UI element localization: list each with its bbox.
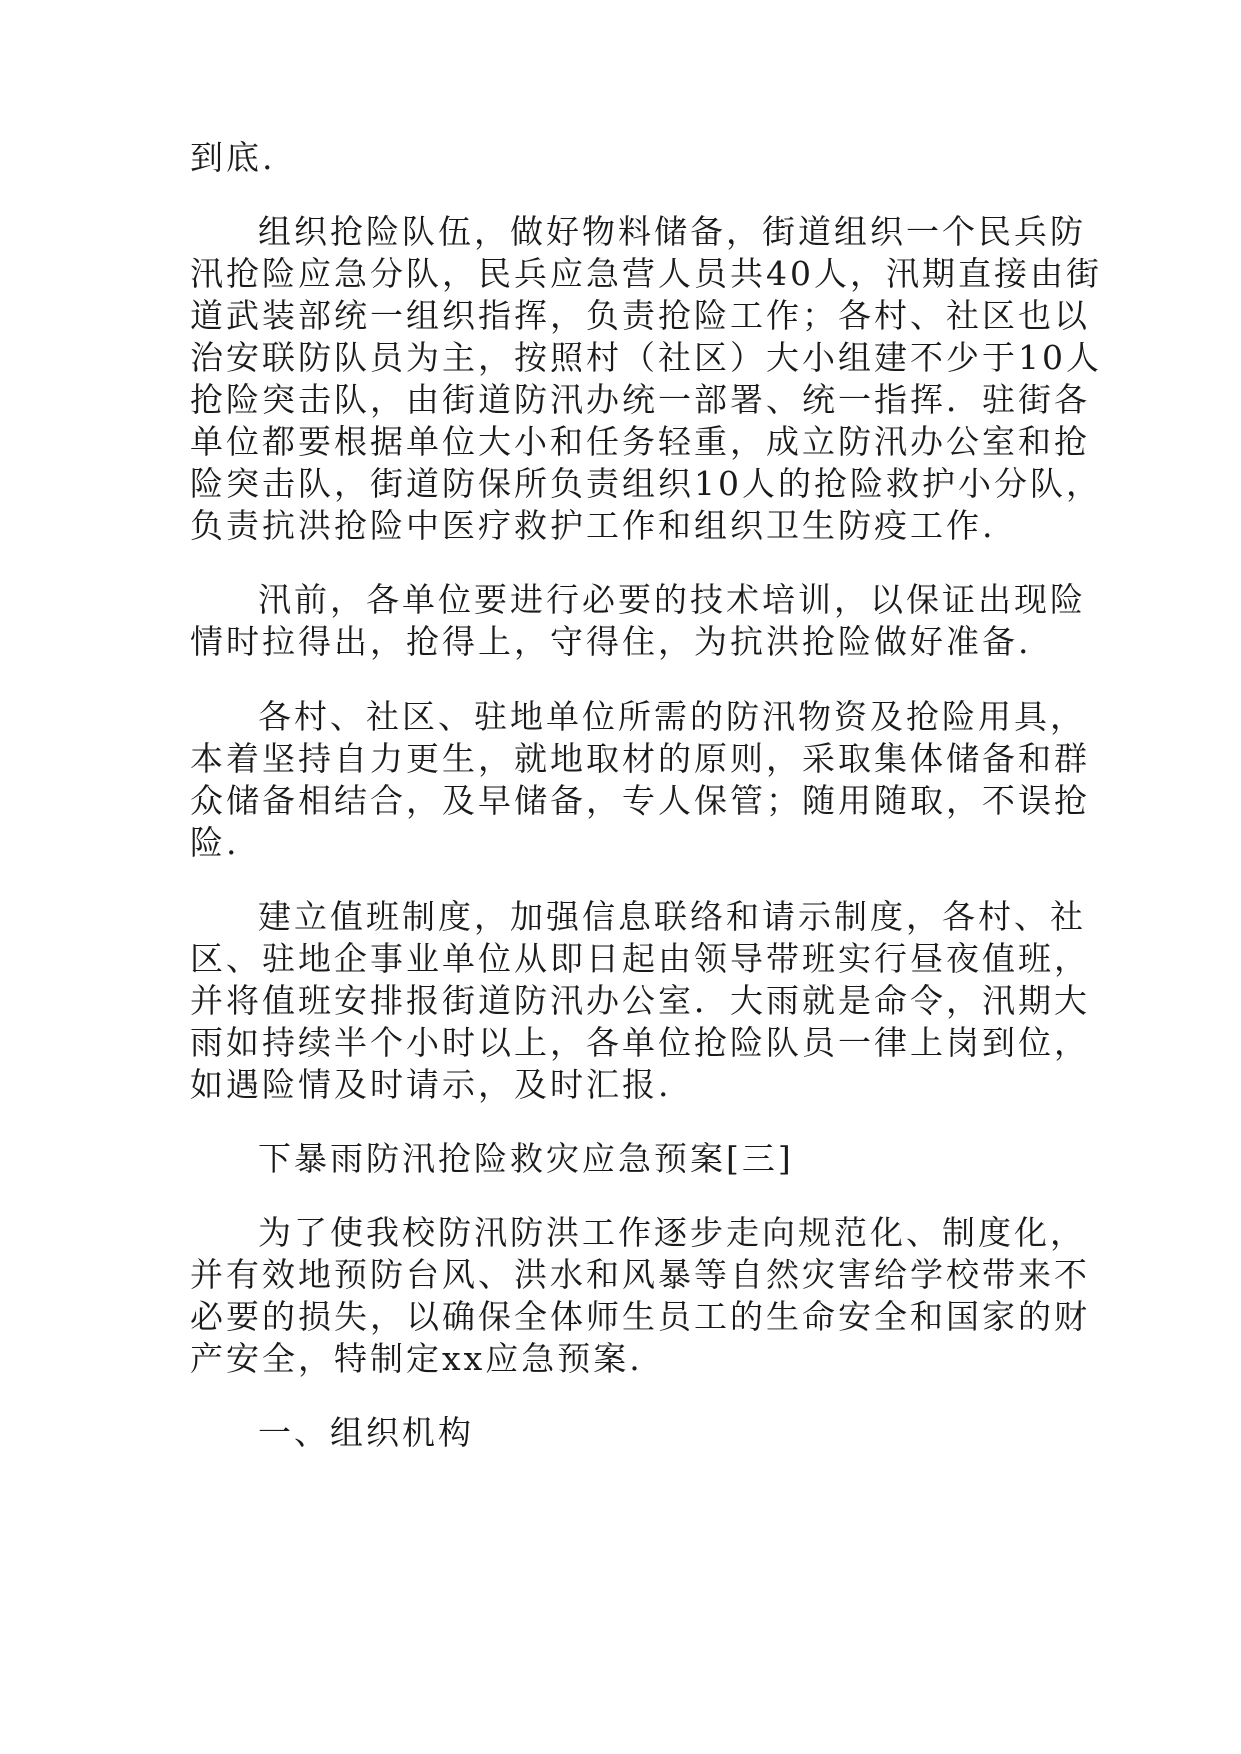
text-line: 情时拉得出，抢得上，守得住，为抗洪抢险做好准备.: [190, 622, 1032, 661]
paragraph-first-line: 为了使我校防汛防洪工作逐步走向规范化、制度化，: [258, 1213, 1086, 1252]
paragraph-first-line: 组织抢险队伍，做好物料储备，街道组织一个民兵防: [258, 212, 1086, 251]
text-line: 区、驻地企事业单位从即日起由领导带班实行昼夜值班，: [190, 939, 1090, 978]
paragraph-first-line: 汛前，各单位要进行必要的技术培训，以保证出现险: [258, 580, 1086, 619]
text-line: 抢险突击队，由街道防汛办统一部署、统一指挥．驻街各: [190, 380, 1090, 419]
text-line: 众储备相结合，及早储备，专人保管；随用随取，不误抢: [190, 781, 1090, 820]
text-line: 产安全，特制定xx应急预案.: [190, 1339, 643, 1378]
text-line: 并将值班安排报街道防汛办公室．大雨就是命令，汛期大: [190, 981, 1090, 1020]
text-line: 并有效地预防台风、洪水和风暴等自然灾害给学校带来不: [190, 1255, 1090, 1294]
text-line: 险突击队，街道防保所负责组织10人的抢险救护小分队，: [190, 464, 1102, 503]
subsection-heading: 一、组织机构: [258, 1413, 474, 1452]
text-line: 负责抗洪抢险中医疗救护工作和组织卫生防疫工作.: [190, 506, 996, 545]
text-line: 险.: [190, 823, 240, 862]
text-line: 治安联防队员为主，按照村（社区）大小组建不少于10人: [190, 338, 1102, 377]
text-line: 到底.: [190, 138, 276, 177]
section-heading: 下暴雨防汛抢险救灾应急预案[三]: [258, 1139, 794, 1178]
text-line: 本着坚持自力更生，就地取材的原则，采取集体储备和群: [190, 739, 1090, 778]
text-line: 如遇险情及时请示，及时汇报.: [190, 1065, 672, 1104]
text-line: 雨如持续半个小时以上，各单位抢险队员一律上岗到位，: [190, 1023, 1090, 1062]
paragraph-first-line: 各村、社区、驻地单位所需的防汛物资及抢险用具，: [258, 697, 1086, 736]
text-line: 汛抢险应急分队，民兵应急营人员共40人，汛期直接由街: [190, 254, 1102, 293]
text-line: 必要的损失，以确保全体师生员工的生命安全和国家的财: [190, 1297, 1090, 1336]
paragraph-first-line: 建立值班制度，加强信息联络和请示制度，各村、社: [258, 897, 1086, 936]
text-line: 道武装部统一组织指挥，负责抢险工作；各村、社区也以: [190, 296, 1090, 335]
text-line: 单位都要根据单位大小和任务轻重，成立防汛办公室和抢: [190, 422, 1090, 461]
